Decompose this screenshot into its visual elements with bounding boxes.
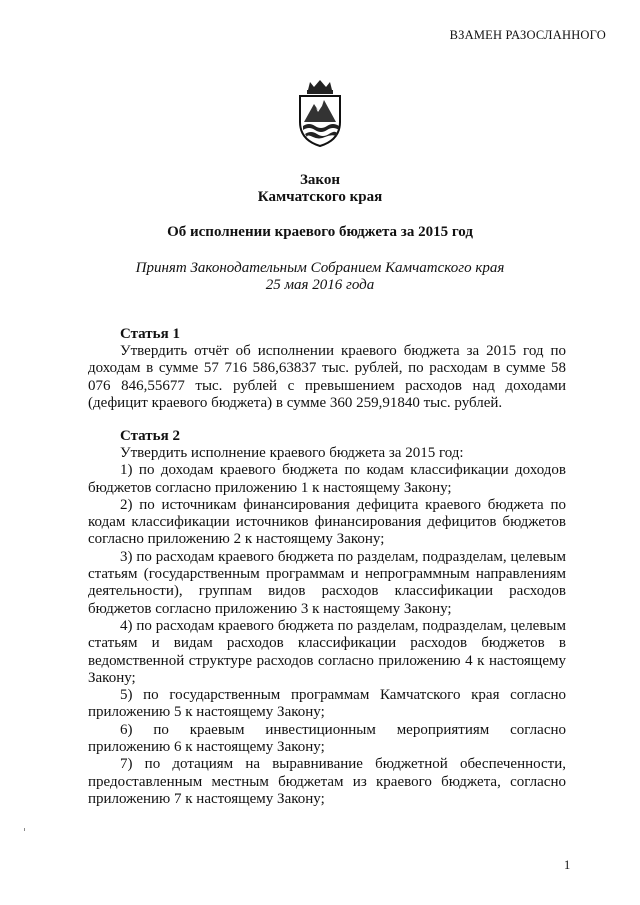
list-item: 6) по краевым инвестиционным мероприятиям согласно приложению 6 к настоящему Закону; xyxy=(88,721,566,756)
page-number: 1 xyxy=(564,858,571,872)
article-1-text: Утвердить отчёт об исполнении краевого бюджета за 2015 год по доходам в сумме 57 716 586,63837 тыс. рублей, по расходам в сумме 58 076 846,55677 тыс. рублей с превышением расходов над доходами (дефицит краевого бюджета) в сумме 360 259,91840 тыс. рублей. xyxy=(88,343,566,411)
article-2-body xyxy=(88,445,566,808)
law-title: Об исполнении краевого бюджета за 2015 год xyxy=(167,224,473,240)
scan-speck xyxy=(24,828,25,831)
law-region: Камчатского края xyxy=(257,189,383,205)
article-1-body xyxy=(88,343,566,412)
list-item: 7) по дотациям на выравнивание бюджетной обеспеченности, предоставленным местным бюджетам из краевого бюджета, согласно приложению 7 к настоящему Закону; xyxy=(88,756,566,807)
list-item: 5) по государственным программам Камчатского края согласно приложению 5 к настоящему Закону; xyxy=(88,687,566,721)
article-2-heading: Статья 2 xyxy=(120,428,180,444)
replacement-stamp: ВЗАМЕН РАЗОСЛАННОГО xyxy=(449,28,606,42)
list-item: 3) по расходам краевого бюджета по разделам, подразделам, целевым статьям (государственным программам и непрограммным направлениям деятельности), группам видов расходов классификации расходов бюджетов согласно приложению 3 к настоящему Закону; xyxy=(88,548,566,617)
list-item: 1) по доходам краевого бюджета по кодам классификации доходов бюджетов согласно приложению 1 к настоящему Закону; xyxy=(88,462,566,496)
list-item: 4) по расходам краевого бюджета по разделам, подразделам, целевым статьям и видам расходов классификации расходов бюджетов в ведомственной структуре расходов согласно приложению 4 к настоящему Закону; xyxy=(88,617,566,686)
article-2-intro: Утвердить исполнение краевого бюджета за 2015 год: xyxy=(120,445,464,461)
adopted-by: Принят Законодательным Собранием Камчатского края xyxy=(135,260,505,276)
list-item: 2) по источникам финансирования дефицита краевого бюджета по кодам классификации источников финансирования дефицитов бюджетов согласно приложению 2 к настоящему Закону; xyxy=(88,496,566,548)
adopted-date: 25 мая 2016 года xyxy=(265,277,375,293)
article-1-heading: Статья 1 xyxy=(120,326,180,342)
law-label: Закон xyxy=(299,172,340,188)
kamchatka-coat-of-arms-icon xyxy=(296,78,344,148)
